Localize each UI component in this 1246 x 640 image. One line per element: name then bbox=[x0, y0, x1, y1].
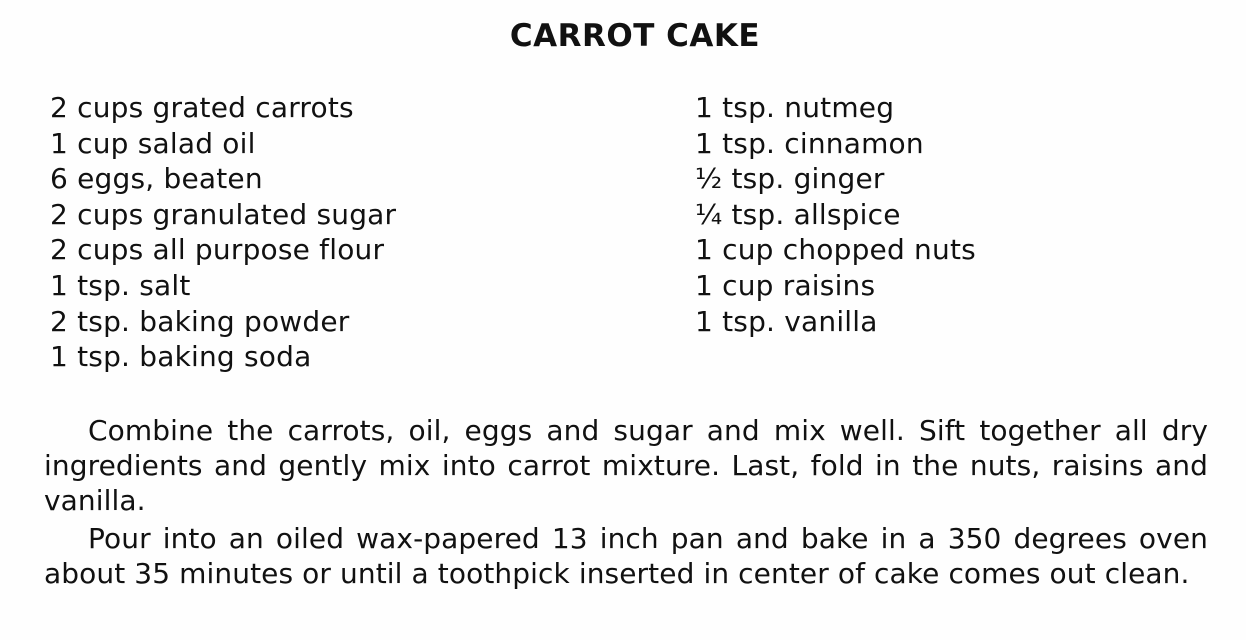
ingredient-item: 1 tsp. cinnamon bbox=[695, 126, 924, 160]
ingredient-item: 6 eggs, beaten bbox=[50, 162, 263, 196]
ingredient-item: 1 tsp. baking soda bbox=[50, 340, 312, 374]
instruction-paragraph: Pour into an oiled wax-papered 13 inch pan and bake in a 350 degrees oven about 35 minutes or until a toothpick inserted in center of cake comes out clean. bbox=[44, 522, 1208, 590]
ingredients-left-column bbox=[50, 90, 396, 375]
ingredient-item: 2 cups grated carrots bbox=[50, 91, 354, 124]
ingredient-item: 1 tsp. nutmeg bbox=[695, 91, 895, 124]
ingredient-item: 2 tsp. baking powder bbox=[50, 304, 350, 338]
ingredient-item: 1 cup salad oil bbox=[50, 126, 256, 160]
recipe-title: CARROT CAKE bbox=[509, 18, 761, 54]
ingredient-item: 2 cups granulated sugar bbox=[50, 197, 397, 231]
ingredient-item: 1 cup raisins bbox=[695, 268, 876, 302]
ingredients-right-column bbox=[695, 90, 976, 339]
ingredient-item: 1 tsp. salt bbox=[50, 268, 191, 302]
ingredient-item: ¼ tsp. allspice bbox=[695, 197, 901, 231]
ingredient-item: 2 cups all purpose flour bbox=[50, 233, 385, 267]
instruction-paragraph: Combine the carrots, oil, eggs and sugar and mix well. Sift together all dry ingredients and gently mix into carrot mixture. Last, fold in the nuts, raisins and vanilla. bbox=[44, 414, 1208, 517]
ingredient-item: ½ tsp. ginger bbox=[695, 162, 885, 196]
ingredient-item: 1 cup chopped nuts bbox=[695, 233, 976, 267]
ingredient-item: 1 tsp. vanilla bbox=[695, 304, 878, 338]
